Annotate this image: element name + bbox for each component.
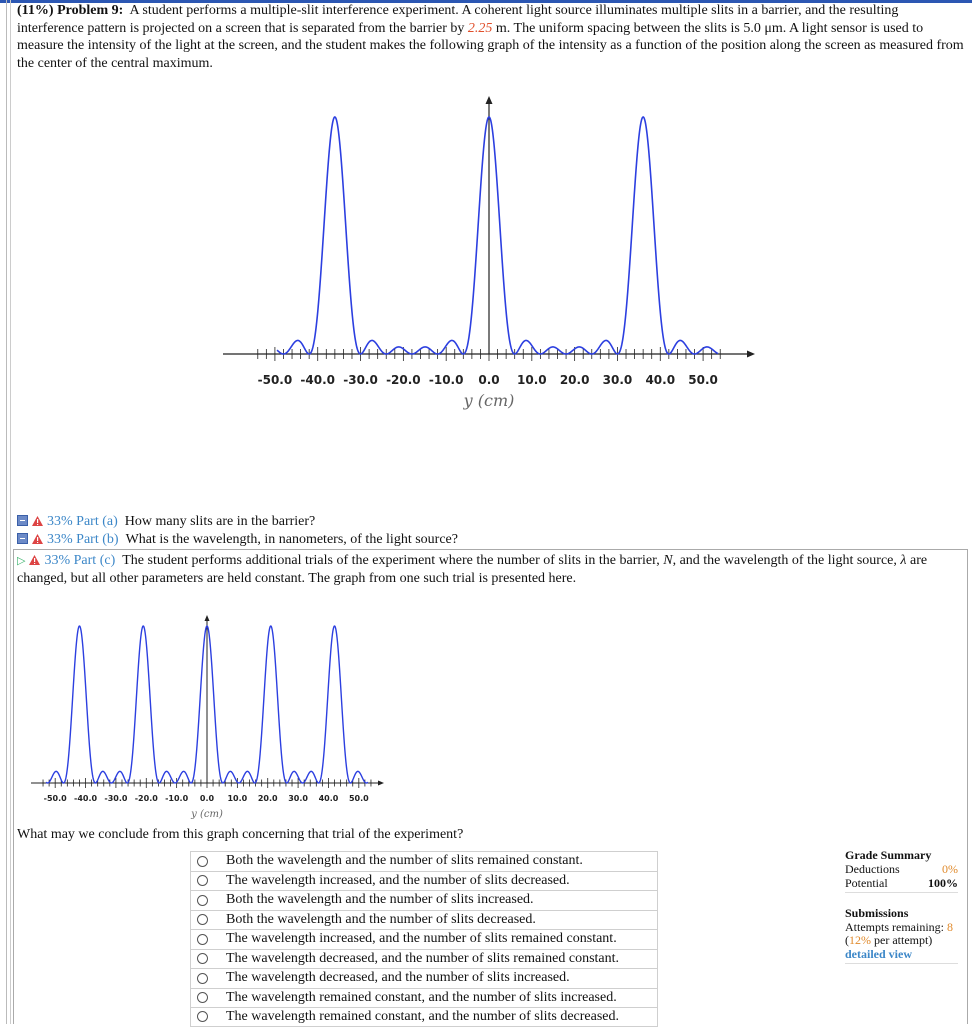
tick-label: -10.0 [428, 373, 464, 387]
problem-text-a: A student performs a multiple-slit interference experiment. A coherent light source illuminates multiple slits in a barrier, and the resulting interference pattern is projected on a screen that is separated from the barrier by [17, 3, 899, 36]
warning-icon [32, 516, 43, 526]
x-axis-label-2: y (cm) [191, 809, 223, 820]
radio-button[interactable] [197, 934, 208, 945]
per-open: ( [845, 933, 849, 947]
answer-option-label: Both the wavelength and the number of slits increased. [226, 892, 534, 908]
part-c-text-b: , and the wavelength of the light source, [672, 553, 901, 568]
attempts-label: Attempts remaining: [845, 919, 944, 934]
grade-summary-title: Grade Summary [845, 848, 932, 862]
part-a-row[interactable] [17, 513, 315, 531]
var-lambda: λ [900, 553, 907, 568]
deductions-row [845, 862, 958, 876]
x-axis-label-1: y (cm) [463, 391, 515, 410]
answer-option-label: Both the wavelength and the number of slits remained constant. [226, 853, 583, 869]
radio-button[interactable] [197, 953, 208, 964]
tick-label: -30.0 [104, 794, 128, 803]
tick-label: -10.0 [165, 794, 189, 803]
answer-option-label: The wavelength decreased, and the number of slits remained constant. [226, 950, 620, 966]
intensity-curve-1 [277, 117, 718, 354]
per-attempt-pct: 12% [849, 933, 871, 947]
radio-button[interactable] [197, 992, 208, 1003]
deductions-value: 0% [942, 862, 958, 876]
grade-summary [845, 848, 958, 893]
left-border-inner [10, 0, 11, 1024]
part-c-label[interactable]: Part (c) [73, 553, 116, 568]
x-axis-arrow-1 [747, 351, 755, 358]
tick-labels-1 [258, 373, 718, 387]
y-axis-arrow-1 [486, 96, 493, 104]
tick-label: -30.0 [343, 373, 378, 387]
answer-option[interactable] [190, 851, 658, 871]
attempts-row [845, 921, 958, 935]
tick-label: 20.0 [559, 373, 590, 387]
tick-label: -40.0 [300, 373, 336, 387]
expand-arrow-icon[interactable]: ▷ [17, 555, 26, 567]
answer-option-label: The wavelength remained constant, and the number of slits increased. [226, 989, 617, 1005]
answer-option[interactable] [190, 968, 658, 988]
answer-option[interactable] [190, 929, 658, 949]
part-c-percent: 33% [44, 553, 71, 568]
attempts-value: 8 [946, 919, 953, 934]
tick-labels-2 [44, 794, 369, 803]
tick-label: 0.0 [478, 373, 500, 387]
radio-button[interactable] [197, 914, 208, 925]
submissions-title: Submissions [845, 906, 909, 920]
part-b-row[interactable] [17, 531, 458, 549]
answer-options [190, 851, 658, 1027]
tick-label: 50.0 [348, 794, 369, 803]
radio-button[interactable] [197, 973, 208, 984]
answer-option[interactable] [190, 949, 658, 969]
part-b-text: What is the wavelength, in nanometers, of the light source? [125, 532, 458, 547]
potential-value: 100% [928, 876, 958, 890]
per-attempt-text: per attempt) [871, 933, 933, 947]
radio-button[interactable] [197, 875, 208, 886]
tick-label: 10.0 [227, 794, 248, 803]
part-a-text: How many slits are in the barrier? [124, 514, 316, 529]
answer-option-label: Both the wavelength and the number of slits decreased. [226, 911, 536, 927]
tick-label: -50.0 [43, 794, 67, 803]
radio-button[interactable] [197, 1011, 208, 1022]
x-axis-arrow-2 [378, 781, 384, 786]
part-b-percent: 33% [47, 532, 73, 547]
problem-text-b: m. The uniform spacing between the slits is 5.0 μm. A light sensor is used to measure the intensity of the light at the screen, and the student makes the following graph of the intensity as a function of the position along the screen as measured from the center of the central maximum. [17, 20, 964, 71]
left-border [6, 0, 7, 1024]
tick-label: 30.0 [602, 373, 633, 387]
problem-weight: (11%) [17, 3, 54, 18]
potential-label: Potential [845, 876, 888, 890]
answer-option-label: The wavelength remained constant, and the number of slits decreased. [226, 1008, 620, 1024]
problem-distance: 2.25 [467, 20, 493, 36]
question-text: What may we conclude from this graph concerning that trial of the experiment? [17, 827, 464, 842]
part-c-header [17, 552, 969, 588]
potential-row [845, 876, 958, 893]
answer-option-label: The wavelength increased, and the number of slits remained constant. [226, 931, 617, 947]
tick-label: 40.0 [318, 794, 339, 803]
problem-label: Problem 9: [57, 3, 124, 18]
answer-option[interactable] [190, 910, 658, 930]
intensity-graph-2 [28, 614, 388, 824]
tick-label: -20.0 [134, 794, 158, 803]
part-a-percent: 33% [47, 514, 73, 529]
tick-label: 20.0 [257, 794, 278, 803]
deductions-label: Deductions [845, 862, 900, 876]
collapse-icon[interactable] [17, 515, 28, 526]
radio-button[interactable] [197, 856, 208, 867]
problem-statement [17, 2, 965, 72]
part-a-label[interactable]: Part (a) [76, 514, 118, 529]
tick-label: -40.0 [74, 794, 98, 803]
warning-icon [32, 534, 43, 544]
submissions-panel [845, 907, 958, 964]
answer-option[interactable] [190, 871, 658, 891]
var-n: N [663, 553, 673, 568]
tick-label: 40.0 [645, 373, 676, 387]
tick-label: 10.0 [517, 373, 547, 387]
part-c-text-c: are changed, but all other parameters are held constant. The graph from one such trial is presented here. [17, 553, 928, 586]
detailed-view-link[interactable]: detailed view [845, 946, 912, 961]
radio-button[interactable] [197, 895, 208, 906]
intensity-graph-1 [215, 92, 760, 417]
answer-option[interactable] [190, 988, 658, 1008]
tick-label: 30.0 [288, 794, 308, 803]
warning-icon [29, 555, 40, 565]
tick-label: -20.0 [386, 373, 421, 387]
answer-option[interactable] [190, 890, 658, 910]
tick-label: 50.0 [688, 373, 718, 387]
part-c-text-a: The student performs additional trials of the experiment where the number of slits in the barrier, [122, 553, 664, 568]
part-b-label[interactable]: Part (b) [76, 532, 119, 547]
collapse-icon[interactable] [17, 533, 28, 544]
answer-option-label: The wavelength decreased, and the number of slits increased. [226, 970, 570, 986]
per-attempt-row [845, 934, 958, 948]
y-axis-arrow-2 [205, 615, 210, 621]
tick-label: 0.0 [199, 794, 215, 803]
answer-option-label: The wavelength increased, and the number of slits decreased. [226, 872, 570, 888]
tick-label: -50.0 [257, 373, 293, 387]
